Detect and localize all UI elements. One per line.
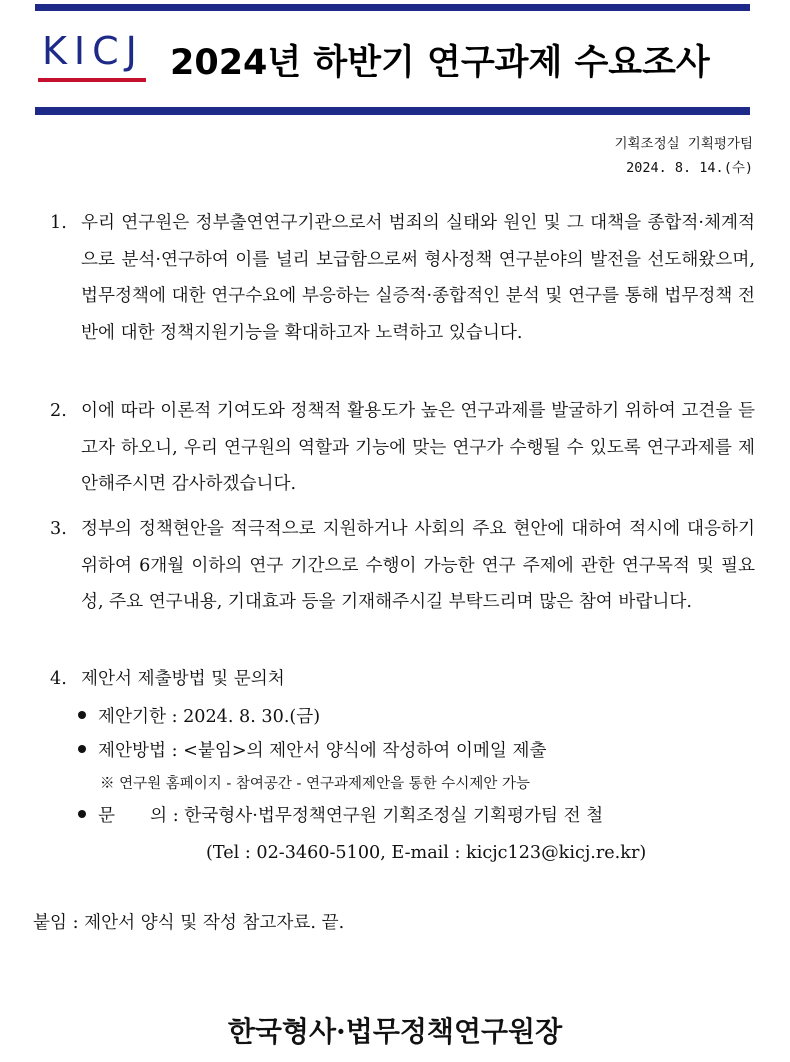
department: 기획조정실 기획평가팀 <box>614 136 753 152</box>
document-date: 2024. 8. 14.(수) <box>626 160 753 176</box>
deadline-text: 제안기한 : 2024. 8. 30.(금) <box>98 707 321 727</box>
page-title: 2024년 하반기 연구과제 수요조사 <box>170 43 710 83</box>
document-meta <box>614 132 753 180</box>
submission-note: ※ 연구원 홈페이지 - 참여공간 - 연구과제제안을 통한 수시제안 가능 <box>100 776 530 792</box>
bullet-deadline <box>78 702 320 732</box>
bullet-dot-icon <box>78 711 86 719</box>
bullet-dot-icon <box>78 745 86 753</box>
paragraph-1 <box>50 205 755 351</box>
bottom-rule <box>35 107 750 115</box>
logo-text: KICJ <box>42 29 144 73</box>
contact-text: 문 의 : 한국형사·법무정책연구원 기획조정실 기획평가팀 전 철 <box>98 806 604 826</box>
paragraph-text: 제안서 제출방법 및 문의처 <box>81 669 285 689</box>
paragraph-4 <box>50 661 755 698</box>
method-text: 제안방법 : <붙임>의 제안서 양식에 작성하여 이메일 제출 <box>98 741 547 761</box>
contact-detail: (Tel : 02-3460-5100, E-mail : kicjc123@kicj.re.kr) <box>206 843 647 863</box>
signature: 한국형사·법무정책연구원장 <box>227 1015 563 1048</box>
attachment-line: 붙임 : 제안서 양식 및 작성 참고자료. 끝. <box>33 913 345 933</box>
bullet-dot-icon <box>78 810 86 818</box>
paragraph-text: 우리 연구원은 정부출연연구기관으로서 범죄의 실태와 원인 및 그 대책을 종합적·체계적으로 분석·연구하여 이를 널리 보급함으로써 형사정책 연구분야의 발전을 선도해왔으며, 법무정책에 대한 연구수요에 부응하는 실증적·종합적인 분석 및 연구를 통해 법무정책 전반에 대한 정책지원기능을 확대하고자 노력하고 있습니다. <box>81 213 755 343</box>
paragraph-number: 3. <box>50 519 67 539</box>
paragraph-3 <box>50 511 755 621</box>
paragraph-number: 4. <box>50 669 67 689</box>
paragraph-number: 2. <box>50 401 67 421</box>
bullet-contact <box>78 801 603 831</box>
paragraph-2 <box>50 393 755 503</box>
paragraph-number: 1. <box>50 213 67 233</box>
logo-underline <box>38 78 146 82</box>
bullet-method <box>78 736 546 766</box>
kicj-logo <box>38 30 150 88</box>
top-rule <box>35 4 750 11</box>
paragraph-text: 정부의 정책현안을 적극적으로 지원하거나 사회의 주요 현안에 대하여 적시에 대응하기 위하여 6개월 이하의 연구 기간으로 수행이 가능한 연구 주제에 관한 연구목적 및 필요성, 주요 연구내용, 기대효과 등을 기재해주시길 부탁드리며 많은 참여 바랍니다. <box>81 519 755 612</box>
paragraph-text: 이에 따라 이론적 기여도와 정책적 활용도가 높은 연구과제를 발굴하기 위하여 고견을 듣고자 하오니, 우리 연구원의 역할과 기능에 맞는 연구가 수행될 수 있도록 연구과제를 제안해주시면 감사하겠습니다. <box>81 401 755 494</box>
